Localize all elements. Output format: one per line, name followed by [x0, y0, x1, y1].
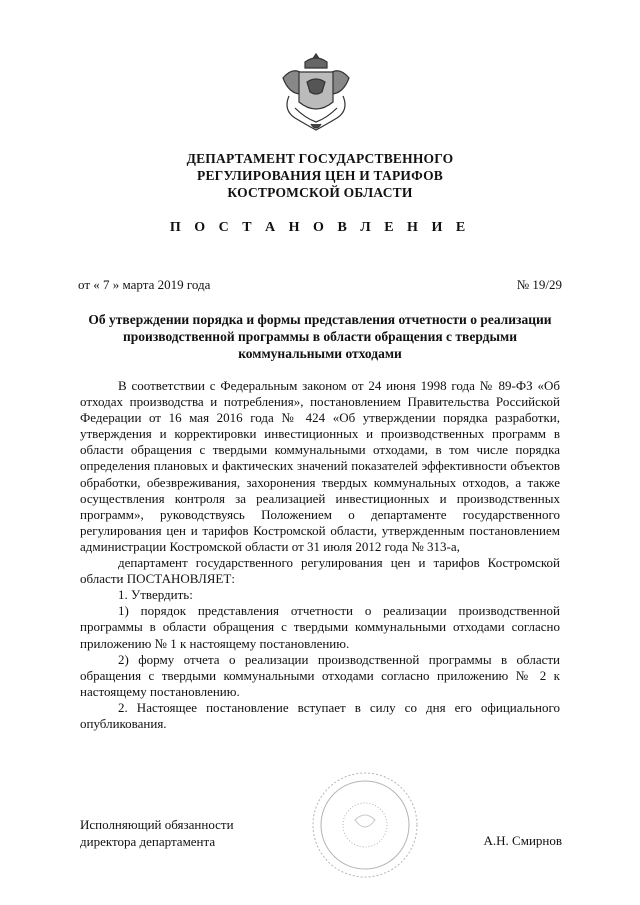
paragraph: 1. Утвердить:	[118, 587, 193, 603]
document-date: от « 7 » марта 2019 года	[78, 277, 211, 292]
document-number: № 19/29	[516, 277, 562, 292]
document-body	[80, 378, 560, 732]
document-title: Об утверждении порядка и формы представления отчетности о реализации производственной программы в области обращения с твердыми коммунальными отходами	[88, 312, 552, 361]
signatory-position-line-1: Исполняющий обязанности	[80, 817, 234, 832]
paragraph: департамент государственного регулирования цен и тарифов Костромской области ПОСТАНОВЛЯЕТ:	[80, 555, 560, 587]
signatory-position	[80, 816, 234, 850]
signatory-name: А.Н. Смирнов	[483, 833, 562, 848]
paragraph: 1) порядок представления отчетности о реализации производственной программы в области обращения с твердыми коммунальными отходами согласно приложению № 1 к настоящему постановлению.	[80, 603, 560, 651]
paragraph: В соответствии с Федеральным законом от 24 июня 1998 года № 89-ФЗ «Об отходах производства и потребления», постановлением Правительства Российской Федерации от 16 мая 2016 года № 424 «Об утверждении порядка разработки, утверждения и корректировки инвестиционных и производственных программ в области обращения с твердыми коммунальными отходами, в том числе порядка определения плановых и фактических значений показателей эффективности объектов обработки, обезвреживания, захоронения твердых коммунальных отходов, а также осуществления контроля за реализацией инвестиционных и производственных программ», руководствуясь Положением о департаменте государственного регулирования цен и тарифов Костромской области, утвержденным постановлением администрации Костромской области от 31 июля 2012 года № 313-а,	[80, 378, 560, 554]
department-line-2: РЕГУЛИРОВАНИЯ ЦЕН И ТАРИФОВ	[197, 168, 443, 183]
department-name	[0, 150, 640, 201]
paragraph: 2. Настоящее постановление вступает в силу со дня его официального опубликования.	[80, 699, 560, 731]
department-line-3: КОСТРОМСКОЙ ОБЛАСТИ	[227, 185, 413, 200]
seal-stamp-icon	[310, 770, 420, 880]
signatory-position-line-2: директора департамента	[80, 834, 216, 849]
document-type: П О С Т А Н О В Л Е Н И Е	[169, 220, 471, 235]
coat-of-arms-icon	[275, 48, 357, 138]
paragraph: 2) форму отчета о реализации производственной программы в области обращения с твердыми коммунальными отходами согласно приложению № 2 к настоящему постановлению.	[80, 651, 560, 699]
department-line-1: ДЕПАРТАМЕНТ ГОСУДАРСТВЕННОГО	[186, 151, 454, 166]
